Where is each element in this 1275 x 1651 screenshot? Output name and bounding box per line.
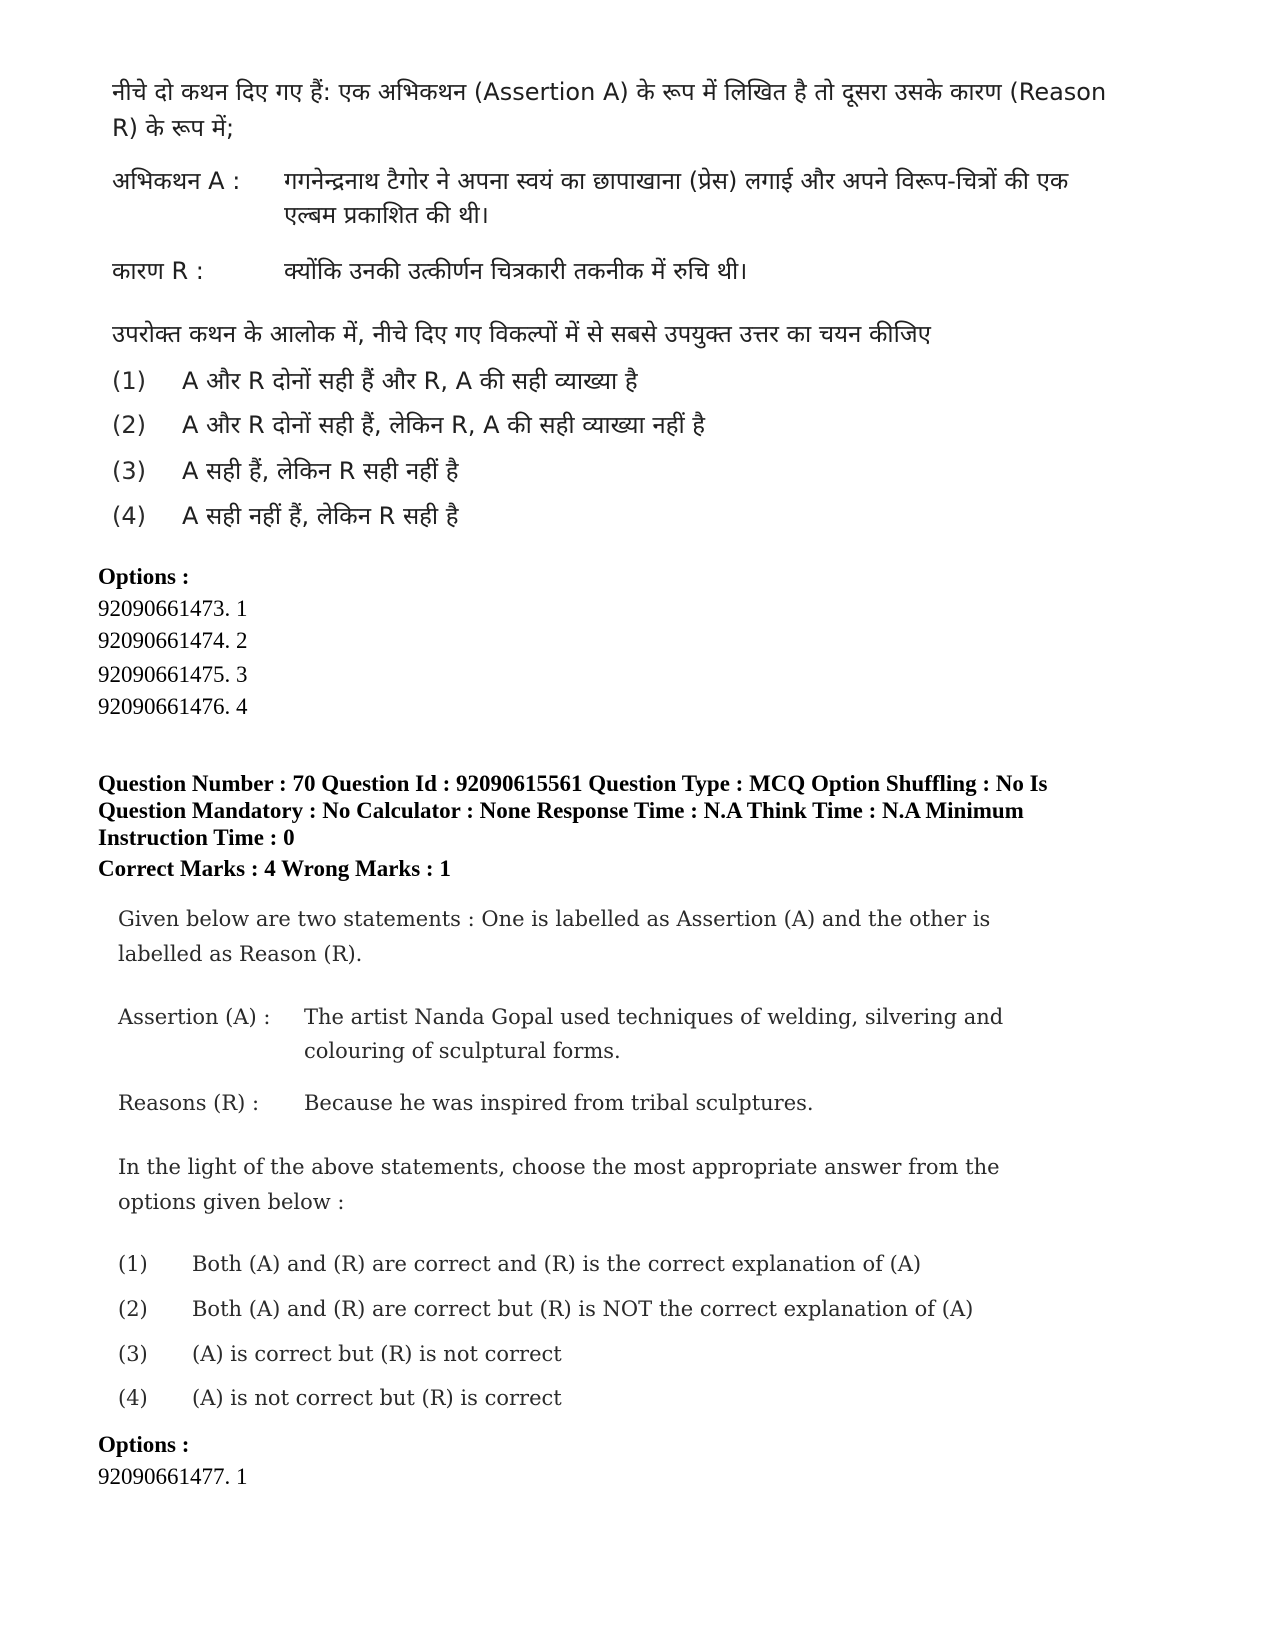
hindi-assertion-text: गगनेन्द्रनाथ टैगोर ने अपना स्वयं का छापाखाना (प्रेस) लगाई और अपने विरूप-चित्रों की एक एल्बम प्रकाशित की थी। [284,167,1069,229]
hindi-reason-row [112,254,1122,288]
english-assertion-label: Assertion (A) : [118,1005,271,1029]
english-choice-number: (3) [118,1342,148,1366]
english-choice [118,1247,921,1281]
hindi-assertion-row [112,164,1122,232]
english-choice-text: (A) is correct but (R) is not correct [192,1342,562,1366]
hindi-choice-text: A और R दोनों सही हैं, लेकिन R, A की सही व्याख्या नहीं है [182,411,706,439]
english-question-intro: Given below are two statements : One is labelled as Assertion (A) and the other is labelled as Reason (R). [118,907,991,966]
hindi-choice [112,499,459,533]
english-choice-text: Both (A) and (R) are correct and (R) is the correct explanation of (A) [192,1252,922,1276]
question-marks: Correct Marks : 4 Wrong Marks : 1 [98,856,451,881]
english-choice-text: (A) is not correct but (R) is correct [192,1386,562,1410]
option-id-line: 92090661476. 4 [98,694,248,719]
option-id-line: 92090661474. 2 [98,628,248,653]
hindi-choice [112,364,638,398]
english-assertion-row [118,1000,1068,1068]
hindi-choice [112,408,705,442]
hindi-question-intro: नीचे दो कथन दिए गए हैं: एक अभिकथन (Assertion A) के रूप में लिखित है तो दूसरा उसके कारण (Reason R) के रूप में; [112,78,1107,142]
option-id-line: 92090661473. 1 [98,596,248,621]
hindi-assertion-label: अभिकथन A : [112,167,241,195]
hindi-choice-text: A और R दोनों सही हैं और R, A की सही व्याख्या है [182,367,638,395]
question-meta: Question Number : 70 Question Id : 92090615561 Question Type : MCQ Option Shuffling : No Is Question Mandatory : No Calculator : None Response Time : N.A Think Time : N.A Minimum Instruction Time : 0 [98,771,1048,850]
options-heading: Options : [98,1432,190,1457]
english-choice-number: (2) [118,1297,148,1321]
english-choice [118,1381,562,1415]
hindi-choice-number: (2) [112,411,146,439]
option-id-line: 92090661477. 1 [98,1464,248,1489]
english-assertion-text: The artist Nanda Gopal used techniques of welding, silvering and colouring of sculptural forms. [304,1005,1004,1063]
english-choice-number: (1) [118,1252,148,1276]
hindi-instruction: उपरोक्त कथन के आलोक में, नीचे दिए गए विकल्पों में से सबसे उपयुक्त उत्तर का चयन कीजिए [112,320,931,348]
options-heading: Options : [98,564,190,589]
english-reason-text: Because he was inspired from tribal sculptures. [304,1091,814,1115]
hindi-reason-text: क्योंकि उनकी उत्कीर्णन चित्रकारी तकनीक में रुचि थी। [284,257,748,285]
option-id-line: 92090661475. 3 [98,662,248,687]
english-choice-number: (4) [118,1386,148,1410]
hindi-choice-number: (3) [112,457,146,485]
english-choice-text: Both (A) and (R) are correct but (R) is NOT the correct explanation of (A) [192,1297,974,1321]
english-choice [118,1337,562,1371]
english-instruction: In the light of the above statements, choose the most appropriate answer from the options given below : [118,1155,1000,1214]
hindi-choice-number: (1) [112,367,146,395]
hindi-choice-text: A सही हैं, लेकिन R सही नहीं है [182,457,459,485]
english-choice [118,1292,973,1326]
hindi-choice-text: A सही नहीं हैं, लेकिन R सही है [182,502,459,530]
hindi-choice [112,454,459,488]
english-reason-label: Reasons (R) : [118,1091,260,1115]
hindi-reason-label: कारण R : [112,257,204,285]
hindi-choice-number: (4) [112,502,146,530]
english-reason-row [118,1086,1068,1120]
